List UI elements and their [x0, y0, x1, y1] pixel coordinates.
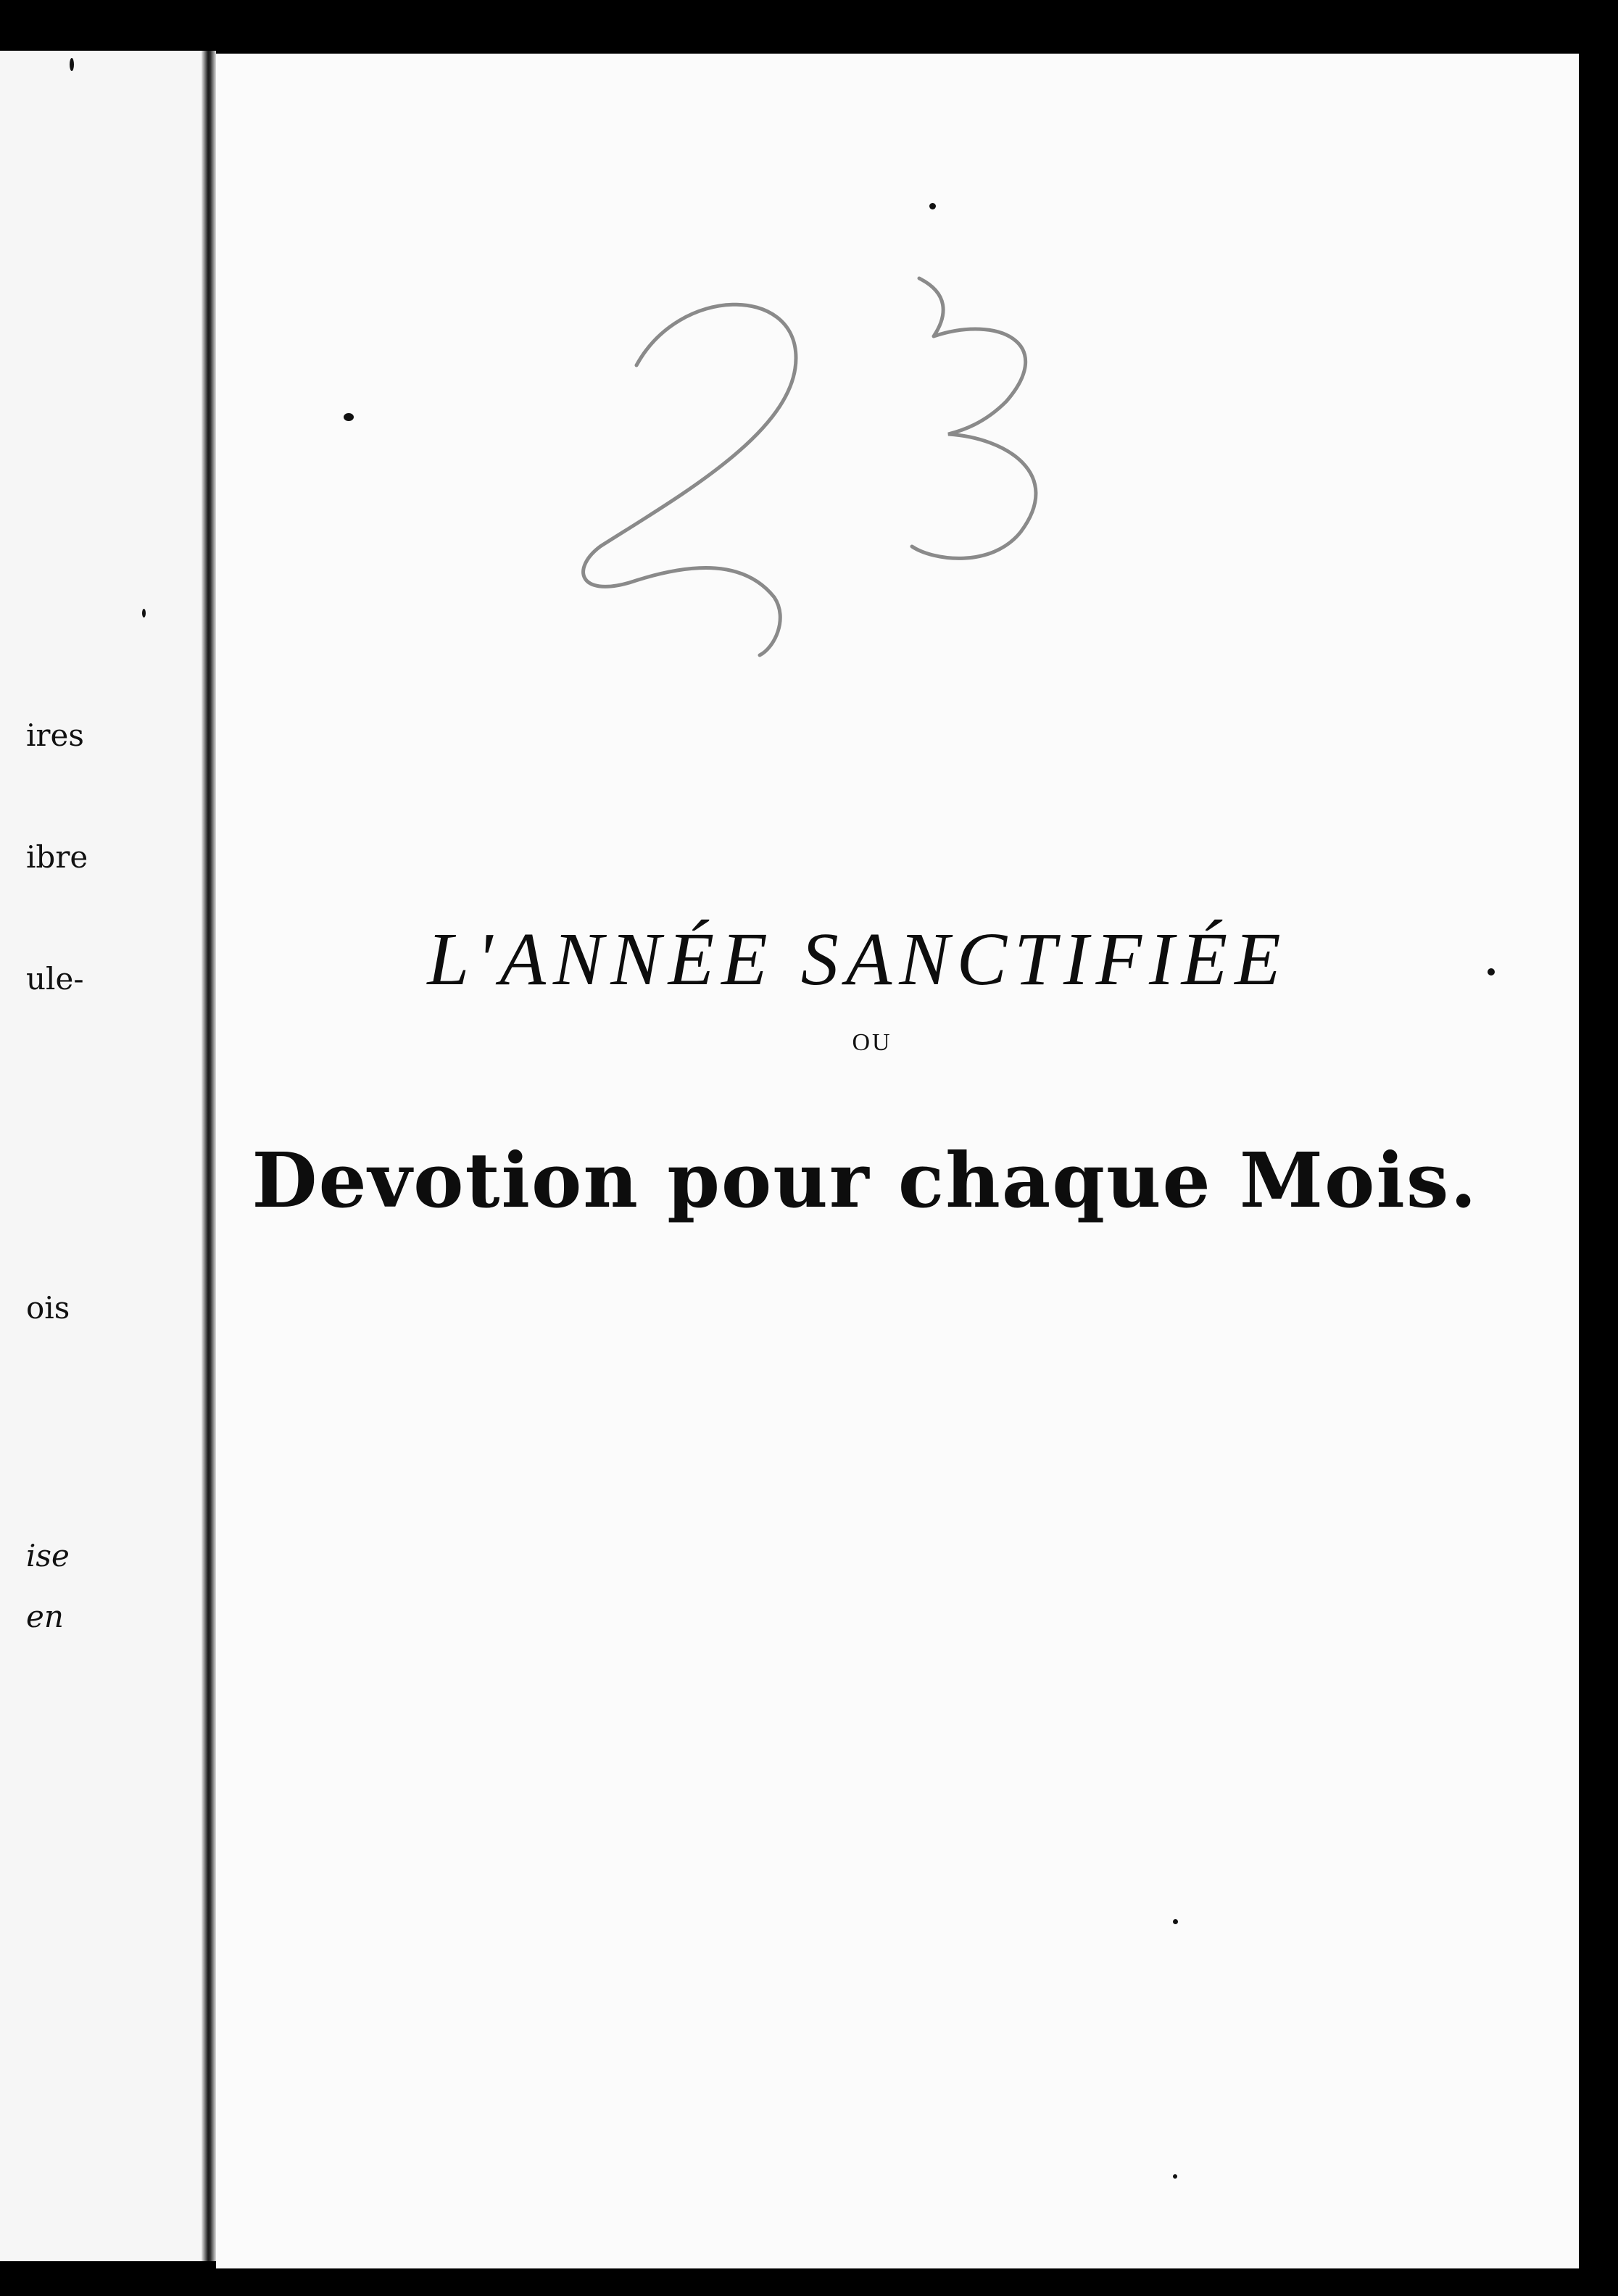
ink-speck: [1173, 2174, 1177, 2179]
title-conjunction: OU: [852, 1029, 892, 1056]
left-page-fragment: ule-: [26, 961, 84, 997]
ink-speck: [344, 413, 354, 421]
ink-speck: [929, 203, 936, 209]
book-title: L'ANNÉE SANCTIFIÉE: [427, 918, 1288, 1001]
ink-speck: [142, 609, 146, 617]
title-page: [216, 54, 1579, 2268]
scan-top-border: [0, 0, 1618, 51]
title-block: [216, 909, 1579, 1235]
left-page-fragment: ise: [26, 1538, 70, 1573]
ink-speck: [1173, 1919, 1178, 1924]
book-subtitle: Devotion pour chaque Mois.: [252, 1136, 1478, 1225]
book-gutter: [202, 51, 216, 2261]
ink-speck: [70, 58, 74, 71]
left-page-fragment: ibre: [26, 839, 88, 875]
scan-right-border: [1579, 51, 1618, 2296]
handwritten-pencil-mark: [557, 257, 1137, 662]
left-page-fragment: ires: [26, 718, 84, 753]
left-page-fragment: ois: [26, 1290, 70, 1326]
left-page-fragment: en: [26, 1599, 64, 1634]
facing-page-edge: [0, 51, 202, 2261]
scan-bottom-border: [0, 2268, 1618, 2296]
